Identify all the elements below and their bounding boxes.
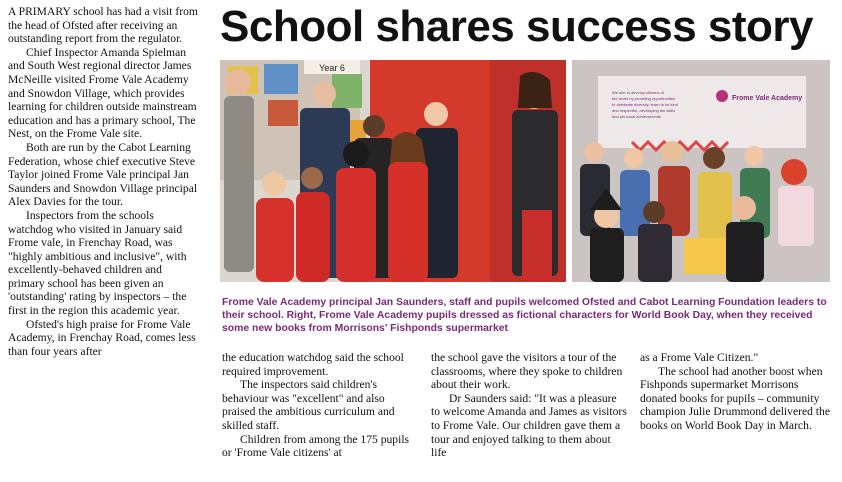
article-column-2 — [222, 351, 418, 460]
photo-caption: Frome Vale Academy principal Jan Saunders, staff and pupils welcomed Ofsted and Cabot Learning Foundation leaders to their school. Right, Frome Vale Academy pupils dressed as fictional characters for World Book Day, when they received some new books from Morrisons' Fishponds supermarket — [222, 297, 827, 335]
article-paragraph: as a Frome Vale Citizen." — [640, 351, 759, 364]
year-6-sign: Year 6 — [319, 63, 345, 73]
photo-staff-and-pupils — [220, 60, 566, 282]
article-left-column — [8, 5, 200, 358]
article-paragraph: Children from among the 175 pupils or 'Frome Vale citizens' at — [222, 432, 410, 460]
photo-world-book-day-illustration — [572, 60, 830, 282]
article-paragraph: Inspectors from the schools watchdog who visited in January said Frome vale, in Frenchay Road, was "highly ambitious and inclusive", with excellently-behaved children and primary school has been given an 'outstanding' rating by inspectors – the first in the region this academic year. — [8, 208, 187, 318]
photo-staff-and-pupils-illustration — [220, 60, 566, 282]
article-paragraph: The inspectors said children's behaviour was "excellent" and also praised the ambitious curriculum and skilled staff. — [222, 378, 395, 432]
article-paragraph: the school gave the visitors a tour of the classrooms, where they spoke to children about their work. — [431, 351, 623, 392]
article-column-3 — [431, 351, 627, 460]
article-paragraph: the education watchdog said the school required improvement. — [222, 351, 404, 378]
frome-vale-logo-text: Frome Vale Academy — [732, 95, 803, 102]
article-paragraph: Ofsted's high praise for Frome Vale Academy, in Frenchay Road, comes less than four years after — [8, 317, 196, 358]
school-banner-text: We aim to develop citizens of the world by providing opportunities to celebrate diversity, learn to be kind and respectful, developing the skills and personal achievements — [612, 90, 678, 119]
article-paragraph: A PRIMARY school has had a visit from the head of Ofsted after receiving an outstanding report from the regulator. — [8, 5, 198, 46]
article-paragraph: Dr Saunders said: "It was a pleasure to welcome Amanda and James as visitors to Frome Vale. Our children gave them a tour and enjoyed talking to them about life — [431, 391, 627, 460]
article-paragraph: Chief Inspector Amanda Spielman and South West regional director James McNeille visited Frome Vale Academy and Snowdon Village, which provides learning for children outside mainstream education and has a primary school, The Nest, on the Frome Vale site. — [8, 45, 197, 141]
photo-world-book-day — [572, 60, 830, 282]
article-headline: School shares success story — [220, 2, 814, 51]
article-column-4 — [640, 351, 836, 433]
article-paragraph: Both are run by the Cabot Learning Federation, whose chief executive Steve Taylor joined Frome Vale principal Jan Saunders and Snowdon Village principal Alex Davies for the tour. — [8, 140, 198, 209]
article-paragraph: The school had another boost when Fishponds supermarket Morrisons donated books for pupils – community champion Julie Drummond delivered the books on World Book Day in March. — [640, 364, 830, 432]
